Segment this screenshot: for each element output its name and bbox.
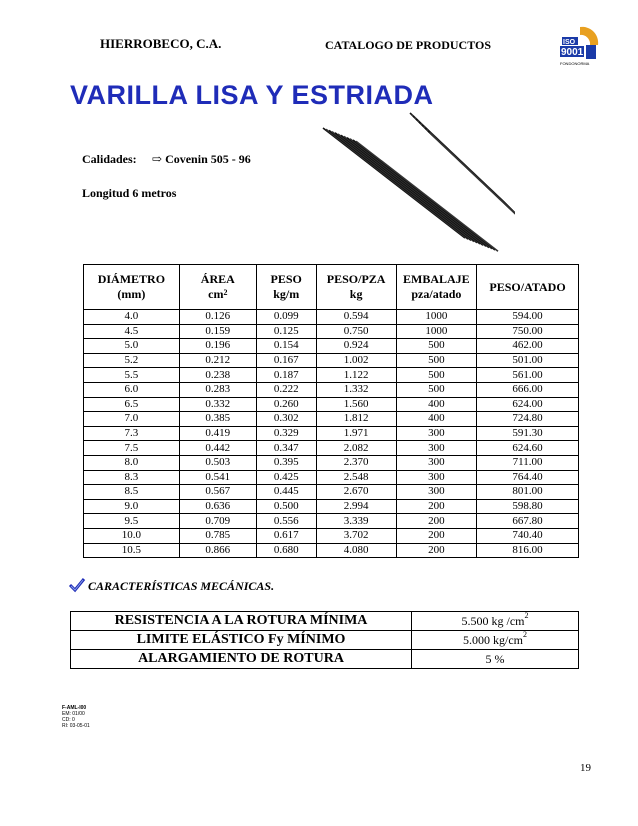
table-cell: 8.0 <box>84 455 180 470</box>
table-cell: 9.5 <box>84 514 180 529</box>
doc-code: F-AML-I00 <box>62 705 87 711</box>
table-cell: 0.709 <box>179 514 256 529</box>
rebar-line <box>350 139 492 249</box>
table-cell: 200 <box>396 543 476 558</box>
doc-cd: CD: 0 <box>62 717 75 723</box>
logo-fondonorma-text: FONDONORMA <box>560 61 590 66</box>
table-cell: 0.442 <box>179 441 256 456</box>
column-header <box>316 265 396 310</box>
table-cell: 501.00 <box>477 353 579 368</box>
table-cell: 0.556 <box>256 514 316 529</box>
column-header-unit <box>317 287 396 302</box>
table-cell: 400 <box>396 397 476 412</box>
rebar-line <box>338 134 480 244</box>
table-cell: 0.750 <box>316 324 396 339</box>
table-cell: 400 <box>396 412 476 427</box>
table-cell: 200 <box>396 514 476 529</box>
value-text: 5.500 kg /cm <box>461 613 525 628</box>
column-header <box>396 265 476 310</box>
table-row <box>84 514 579 529</box>
calidades-standard: Covenin 505 - 96 <box>165 152 251 166</box>
table-cell: 0.445 <box>256 485 316 500</box>
table-cell: 4.080 <box>316 543 396 558</box>
longitud-spec: Longitud 6 metros <box>82 186 177 200</box>
mechanical-row <box>71 650 579 669</box>
table-cell: 2.994 <box>316 499 396 514</box>
table-cell: 10.5 <box>84 543 180 558</box>
value-superscript: 2 <box>523 629 527 639</box>
document-code-block <box>62 705 90 729</box>
table-cell: 0.332 <box>179 397 256 412</box>
rebar-line <box>332 132 474 242</box>
property-value <box>412 631 579 650</box>
table-cell: 1000 <box>396 324 476 339</box>
table-cell: 300 <box>396 485 476 500</box>
column-header-label: EMBALAJE <box>403 272 470 286</box>
table-row <box>84 470 579 485</box>
table-row <box>84 426 579 441</box>
table-cell: 200 <box>396 499 476 514</box>
unit-text: pza/atado <box>411 287 462 301</box>
table-cell: 5.0 <box>84 339 180 354</box>
unit-text: (mm) <box>117 287 146 301</box>
rebar-line <box>356 141 498 251</box>
column-header <box>179 265 256 310</box>
table-cell: 6.0 <box>84 382 180 397</box>
column-header-label: PESO/ATADO <box>489 279 566 294</box>
column-header-unit <box>257 287 316 302</box>
unit-text: cm <box>208 287 224 301</box>
table-row <box>84 382 579 397</box>
column-header-label: ÁREA <box>200 272 235 286</box>
iso-9001-logo <box>560 25 602 69</box>
table-row <box>84 353 579 368</box>
table-cell: 0.425 <box>256 470 316 485</box>
checkmark-icon <box>68 576 86 594</box>
table-cell: 0.126 <box>179 310 256 325</box>
table-cell: 740.40 <box>477 528 579 543</box>
page-title: VARILLA LISA Y ESTRIADA <box>70 80 434 110</box>
table-row <box>84 339 579 354</box>
table-cell: 500 <box>396 353 476 368</box>
table-cell: 764.40 <box>477 470 579 485</box>
rebar-line <box>353 140 495 250</box>
table-cell: 5.5 <box>84 368 180 383</box>
logo-iso-text: ISO <box>563 39 576 46</box>
property-name: LIMITE ELÁSTICO Fy MÍNIMO <box>71 631 412 650</box>
table-cell: 0.159 <box>179 324 256 339</box>
table-cell: 4.5 <box>84 324 180 339</box>
table-cell: 1.002 <box>316 353 396 368</box>
table-row <box>84 528 579 543</box>
table-cell: 9.0 <box>84 499 180 514</box>
mechanical-row <box>71 631 579 650</box>
table-cell: 500 <box>396 382 476 397</box>
table-cell: 594.00 <box>477 310 579 325</box>
table-cell: 7.3 <box>84 426 180 441</box>
table-cell: 8.3 <box>84 470 180 485</box>
mechanical-row <box>71 612 579 631</box>
table-cell: 0.238 <box>179 368 256 383</box>
table-cell: 0.500 <box>256 499 316 514</box>
table-cell: 591.30 <box>477 426 579 441</box>
table-cell: 4.0 <box>84 310 180 325</box>
table-cell: 0.154 <box>256 339 316 354</box>
property-value <box>412 612 579 631</box>
table-cell: 10.0 <box>84 528 180 543</box>
table-cell: 0.212 <box>179 353 256 368</box>
column-header-label: PESO <box>270 272 302 286</box>
table-cell: 0.866 <box>179 543 256 558</box>
column-header-label: DIÁMETRO <box>97 272 166 286</box>
column-header <box>477 265 579 310</box>
value-text: 5.000 kg/cm <box>463 632 523 647</box>
table-row <box>84 441 579 456</box>
table-cell: 8.5 <box>84 485 180 500</box>
page-number: 19 <box>580 762 591 774</box>
mechanical-characteristics-heading: CARACTERÍSTICAS MECÁNICAS. <box>88 579 275 593</box>
calidades-value <box>152 152 251 167</box>
table-cell: 0.680 <box>256 543 316 558</box>
table-cell: 0.099 <box>256 310 316 325</box>
table-cell: 711.00 <box>477 455 579 470</box>
table-cell: 0.594 <box>316 310 396 325</box>
table-cell: 300 <box>396 441 476 456</box>
table-cell: 7.0 <box>84 412 180 427</box>
column-header <box>84 265 180 310</box>
table-row <box>84 310 579 325</box>
table-cell: 1.560 <box>316 397 396 412</box>
rebar-line <box>347 138 489 248</box>
table-cell: 0.567 <box>179 485 256 500</box>
rebar-bundles-image <box>305 108 515 258</box>
table-cell: 500 <box>396 368 476 383</box>
doc-em: EM: 01/00 <box>62 711 85 717</box>
table-cell: 0.302 <box>256 412 316 427</box>
property-name: ALARGAMIENTO DE ROTURA <box>71 650 412 669</box>
property-value <box>412 650 579 669</box>
table-cell: 1.122 <box>316 368 396 383</box>
table-cell: 6.5 <box>84 397 180 412</box>
table-cell: 561.00 <box>477 368 579 383</box>
table-cell: 0.419 <box>179 426 256 441</box>
table-cell: 0.196 <box>179 339 256 354</box>
table-row <box>84 455 579 470</box>
table-cell: 624.60 <box>477 441 579 456</box>
table-cell: 0.187 <box>256 368 316 383</box>
property-name: RESISTENCIA A LA ROTURA MÍNIMA <box>71 612 412 631</box>
company-name: HIERROBECO, C.A. <box>100 36 222 51</box>
column-header-unit <box>397 287 476 302</box>
table-cell: 1.812 <box>316 412 396 427</box>
rebar-line <box>341 135 483 245</box>
table-cell: 1.332 <box>316 382 396 397</box>
rebar-line <box>335 133 477 243</box>
table-cell: 0.329 <box>256 426 316 441</box>
table-cell: 2.370 <box>316 455 396 470</box>
table-row <box>84 412 579 427</box>
unit-superscript: 2 <box>223 288 228 297</box>
table-cell: 801.00 <box>477 485 579 500</box>
mechanical-properties-table <box>70 611 579 669</box>
table-cell: 598.80 <box>477 499 579 514</box>
table-cell: 1000 <box>396 310 476 325</box>
column-header <box>256 265 316 310</box>
table-cell: 2.548 <box>316 470 396 485</box>
table-cell: 300 <box>396 470 476 485</box>
table-cell: 0.385 <box>179 412 256 427</box>
arrow-right-icon: ⇨ <box>152 152 166 166</box>
table-row <box>84 397 579 412</box>
table-row <box>84 485 579 500</box>
table-header-row <box>84 265 579 310</box>
rebar-line <box>344 136 486 246</box>
catalog-title: CATALOGO DE PRODUCTOS <box>325 38 492 52</box>
table-cell: 3.339 <box>316 514 396 529</box>
table-cell: 5.2 <box>84 353 180 368</box>
table-row <box>84 368 579 383</box>
rebar-line <box>326 129 468 239</box>
table-cell: 0.636 <box>179 499 256 514</box>
table-cell: 0.503 <box>179 455 256 470</box>
table-cell: 0.260 <box>256 397 316 412</box>
table-cell: 200 <box>396 528 476 543</box>
table-cell: 7.5 <box>84 441 180 456</box>
table-cell: 0.222 <box>256 382 316 397</box>
table-cell: 500 <box>396 339 476 354</box>
table-cell: 667.80 <box>477 514 579 529</box>
calidades-label: Calidades: <box>82 152 137 166</box>
rebar-line <box>329 130 471 240</box>
table-cell: 2.082 <box>316 441 396 456</box>
table-cell: 300 <box>396 426 476 441</box>
table-cell: 2.670 <box>316 485 396 500</box>
table-cell: 0.283 <box>179 382 256 397</box>
table-cell: 816.00 <box>477 543 579 558</box>
table-cell: 0.924 <box>316 339 396 354</box>
unit-text: kg/m <box>273 287 300 301</box>
table-cell: 0.617 <box>256 528 316 543</box>
table-cell: 724.80 <box>477 412 579 427</box>
table-cell: 0.167 <box>256 353 316 368</box>
table-cell: 666.00 <box>477 382 579 397</box>
table-cell: 0.541 <box>179 470 256 485</box>
doc-ri: RI: 03-05-01 <box>62 723 90 729</box>
unit-text: kg <box>349 287 363 301</box>
column-header-label: PESO/PZA <box>326 272 386 286</box>
column-header-unit <box>180 287 256 302</box>
value-text: 5 % <box>485 651 505 666</box>
dimensions-table <box>83 264 579 558</box>
table-cell: 0.125 <box>256 324 316 339</box>
table-cell: 462.00 <box>477 339 579 354</box>
table-cell: 750.00 <box>477 324 579 339</box>
table-cell: 1.971 <box>316 426 396 441</box>
logo-9001-text: 9001 <box>561 47 584 58</box>
value-superscript: 2 <box>524 610 529 620</box>
column-header-unit <box>84 287 179 302</box>
table-row <box>84 543 579 558</box>
table-cell: 0.395 <box>256 455 316 470</box>
table-cell: 0.347 <box>256 441 316 456</box>
table-cell: 3.702 <box>316 528 396 543</box>
table-row <box>84 324 579 339</box>
table-cell: 300 <box>396 455 476 470</box>
table-cell: 0.785 <box>179 528 256 543</box>
table-cell: 624.00 <box>477 397 579 412</box>
table-row <box>84 499 579 514</box>
